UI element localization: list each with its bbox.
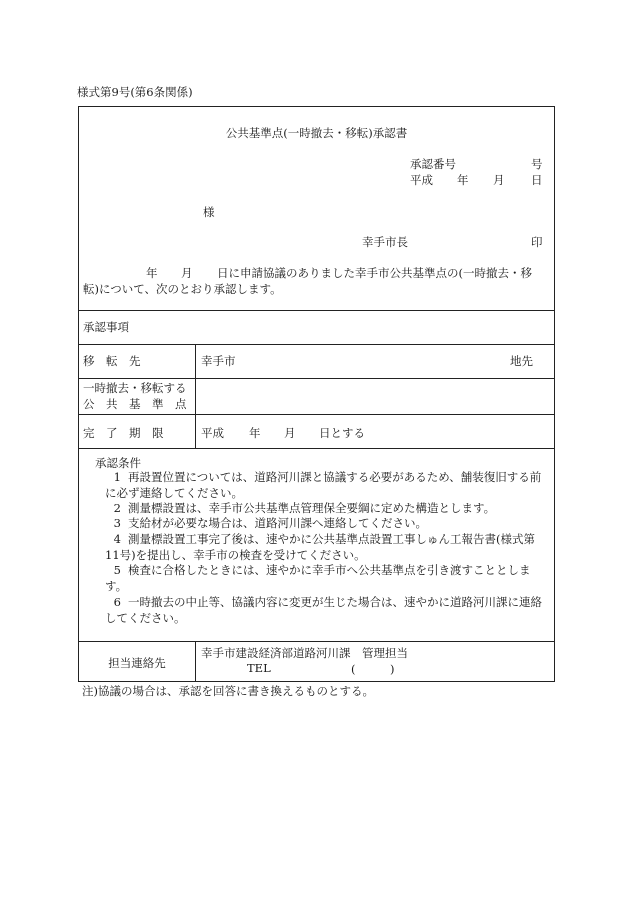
contact-tel-label: TEL [247,661,271,675]
approval-number-label: 承認番号 [410,157,456,171]
contact-label: 担当連絡先 [108,656,166,670]
column-divider [195,344,196,448]
deadline-label: 完 了 期 限 [83,426,164,440]
body-line1: 日に申請協議のありました幸手市公共基準点の(一時撤去・移 [217,266,532,280]
issue-date-day: 日 [531,173,543,187]
relocation-label [83,353,188,369]
point-label-line1: 一時撤去・移転する [83,381,187,395]
condition-number: 2 [113,501,121,515]
condition-item [105,501,546,517]
condition-item [105,563,546,594]
divider [79,344,554,345]
contact-department: 幸手市建設経済部道路河川課 管理担当 [201,646,408,660]
conditions-heading: 承認条件 [95,456,141,470]
issue-date-month: 月 [493,173,505,187]
condition-text: 一時撤去の中止等、協議内容に変更が生じた場合は、速やかに道路河川課に連絡してください。 [105,595,542,625]
divider [79,641,554,642]
body-line2: 転)について、次のとおり承認します。 [83,282,282,296]
condition-text: 支給材が必要な場合は、道路河川課へ連絡してください。 [128,516,427,530]
condition-number: 3 [113,516,121,530]
condition-number: 5 [113,563,121,577]
footnote: 注)協議の場合は、承認を回答に書き換えるものとする。 [82,684,374,698]
relocation-label-text: 移 転 先 [83,354,141,368]
issue-date-era: 平成 [410,173,433,187]
approval-number-suffix: 号 [531,157,543,171]
divider [79,414,554,415]
condition-text: 測量標設置工事完了後は、速やかに公共基準点設置工事しゅん工報告書(様式第11号)を提出し、幸手市の検査を受けてください。 [105,532,535,562]
contact-tel-parens: ( ) [351,662,395,676]
addressee-suffix: 様 [203,205,215,219]
issuer-name: 幸手市長 [362,235,408,249]
relocation-suffix: 地先 [510,354,533,368]
approval-form [78,106,555,682]
condition-item [105,516,546,532]
deadline-month: 月 [284,426,296,440]
deadline-suffix: 日とする [319,426,365,440]
body-month: 月 [181,266,193,280]
condition-number: 4 [113,532,121,546]
body-year: 年 [146,266,158,280]
form-number-label: 様式第9号(第6条関係) [77,85,193,99]
divider [79,310,554,311]
relocation-city: 幸手市 [201,354,236,368]
point-label-line2: 公 共 基 準 点 [83,397,187,411]
condition-item [105,595,546,626]
condition-item [105,532,546,563]
condition-number: 1 [113,470,121,484]
column-divider [195,641,196,682]
seal-mark: 印 [531,235,543,249]
section-header: 承認事項 [83,320,129,334]
form-title: 公共基準点(一時撤去・移転)承認書 [225,126,408,140]
condition-number: 6 [113,595,121,609]
condition-text: 測量標設置は、幸手市公共基準点管理保全要綱に定めた構造とします。 [128,501,496,515]
issue-date-year: 年 [457,173,469,187]
divider [79,378,554,379]
condition-item [105,470,546,501]
divider [79,448,554,449]
condition-text: 検査に合格したときには、速やかに幸手市へ公共基準点を引き渡すこととします。 [105,563,531,593]
deadline-year: 年 [249,426,261,440]
condition-text: 再設置位置については、道路河川課と協議する必要があるため、舗装復旧する前に必ず連絡してください。 [105,470,542,500]
deadline-era: 平成 [201,426,224,440]
